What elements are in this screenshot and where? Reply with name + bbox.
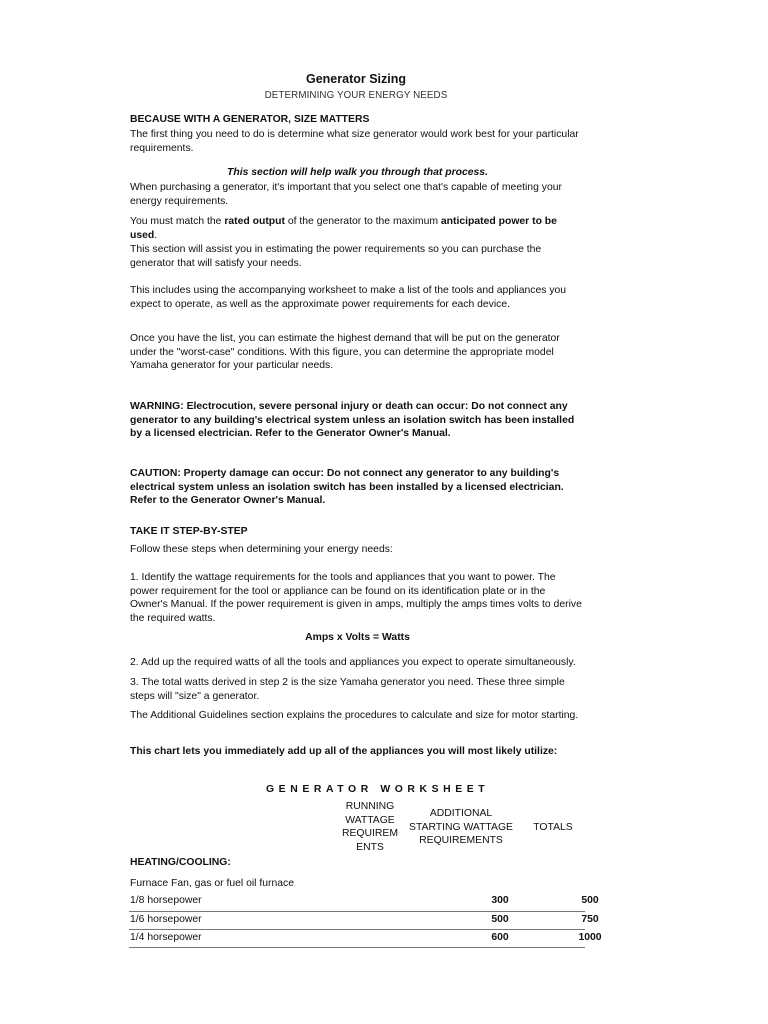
row-label: 1/8 horsepower — [130, 895, 202, 906]
table-row — [130, 929, 602, 947]
header-line: RUNNING — [345, 801, 395, 812]
running-wattage-value: 600 — [491, 932, 509, 943]
paragraph-worksheet: This includes using the accompanying worksheet to make a list of the tools and appliances you expect to operate, as well as the approximate power requirements for each device. — [130, 285, 567, 310]
starting-wattage-value: 500 — [581, 895, 599, 906]
row-label: 1/6 horsepower — [130, 914, 202, 925]
worksheet-title: GENERATOR WORKSHEET — [266, 784, 490, 795]
paragraph-rated-output — [130, 215, 585, 242]
page-title: Generator Sizing — [305, 72, 407, 86]
emphasis-line: This section will help walk you through that process. — [227, 167, 488, 178]
table-row — [130, 911, 599, 929]
step-2: 2. Add up the required watts of all the tools and appliances you expect to operate simultaneously. — [130, 657, 576, 668]
running-wattage-value: 500 — [491, 914, 509, 925]
worksheet-group: Furnace Fan, gas or fuel oil furnace — [130, 878, 295, 889]
starting-wattage-value: 750 — [581, 914, 599, 925]
row-label: 1/4 horsepower — [130, 932, 202, 943]
text-span: of the generator to the maximum — [284, 216, 441, 227]
header-line: WATTAGE — [345, 814, 395, 826]
running-wattage-value: 300 — [491, 895, 509, 906]
paragraph-additional-guidelines: The Additional Guidelines section explains the procedures to calculate and size for motor starting. — [130, 710, 579, 721]
warning-notice: WARNING: Electrocution, severe personal injury or death can occur: Do not connect any generator to any building's electrical system unless an isolation switch has been installed by a licensed electrician. Refer to the Generator Owner's Manual. — [130, 401, 575, 440]
header-line: REQUIREMENTS — [419, 835, 503, 847]
paragraph-estimating: This section will assist you in estimating the power requirements so you can purchase the generator that will satisfy your needs. — [130, 244, 542, 269]
emphasis-anticipated-power: anticipated power to be used — [130, 216, 557, 241]
text-span: . — [154, 229, 158, 241]
emphasis-rated-output: rated output — [224, 216, 285, 227]
step-3: 3. The total watts derived in step 2 is the size Yamaha generator you need. These three simple steps will "size" a generator. — [130, 677, 565, 702]
section-heading-step-by-step: TAKE IT STEP-BY-STEP — [130, 526, 248, 537]
header-line: ENTS — [356, 841, 384, 853]
paragraph-worst-case: Once you have the list, you can estimate the highest demand that will be put on the generator under the "worst-case" conditions. With this figure, you can determine the appropriate model Yamaha generator for your particular needs. — [130, 333, 560, 372]
step-1: 1. Identify the wattage requirements for the tools and appliances that you want to power. The power requirement for the tool or appliance can be found on its identification plate or in the Owner's Manual. If the power requirement is given in amps, multiply the amps times volts to derive the required watts. — [130, 572, 582, 624]
paragraph-follow-steps: Follow these steps when determining your energy needs: — [130, 544, 393, 555]
page-subtitle: DETERMINING YOUR ENERGY NEEDS — [264, 90, 448, 101]
text-span: You must match the — [130, 216, 225, 227]
caution-notice: CAUTION: Property damage can occur: Do not connect any generator to any building's electrical system unless an isolation switch has been installed by a licensed electrician. Refer to the Generator Owner's Manual. — [130, 468, 564, 507]
formula: Amps x Volts = Watts — [305, 632, 410, 643]
header-line: STARTING WATTAGE — [409, 821, 513, 833]
worksheet-category: HEATING/COOLING: — [130, 857, 231, 868]
paragraph-intro: The first thing you need to do is determine what size generator would work best for your particular requirements. — [130, 129, 579, 154]
column-header-running-wattage — [335, 800, 405, 854]
column-header-totals: TOTALS — [533, 822, 573, 833]
section-heading-size-matters: BECAUSE WITH A GENERATOR, SIZE MATTERS — [130, 114, 370, 125]
header-line: ADDITIONAL — [429, 808, 493, 819]
header-line: REQUIREM — [342, 828, 398, 840]
chart-intro: This chart lets you immediately add up all of the appliances you will most likely utilize: — [130, 746, 558, 757]
table-row — [130, 892, 599, 910]
paragraph-purchasing: When purchasing a generator, it's important that you select one that's capable of meeting your energy requirements. — [130, 182, 562, 207]
row-divider — [129, 947, 585, 948]
column-header-starting-wattage — [402, 807, 520, 848]
starting-wattage-value: 1000 — [578, 932, 602, 943]
